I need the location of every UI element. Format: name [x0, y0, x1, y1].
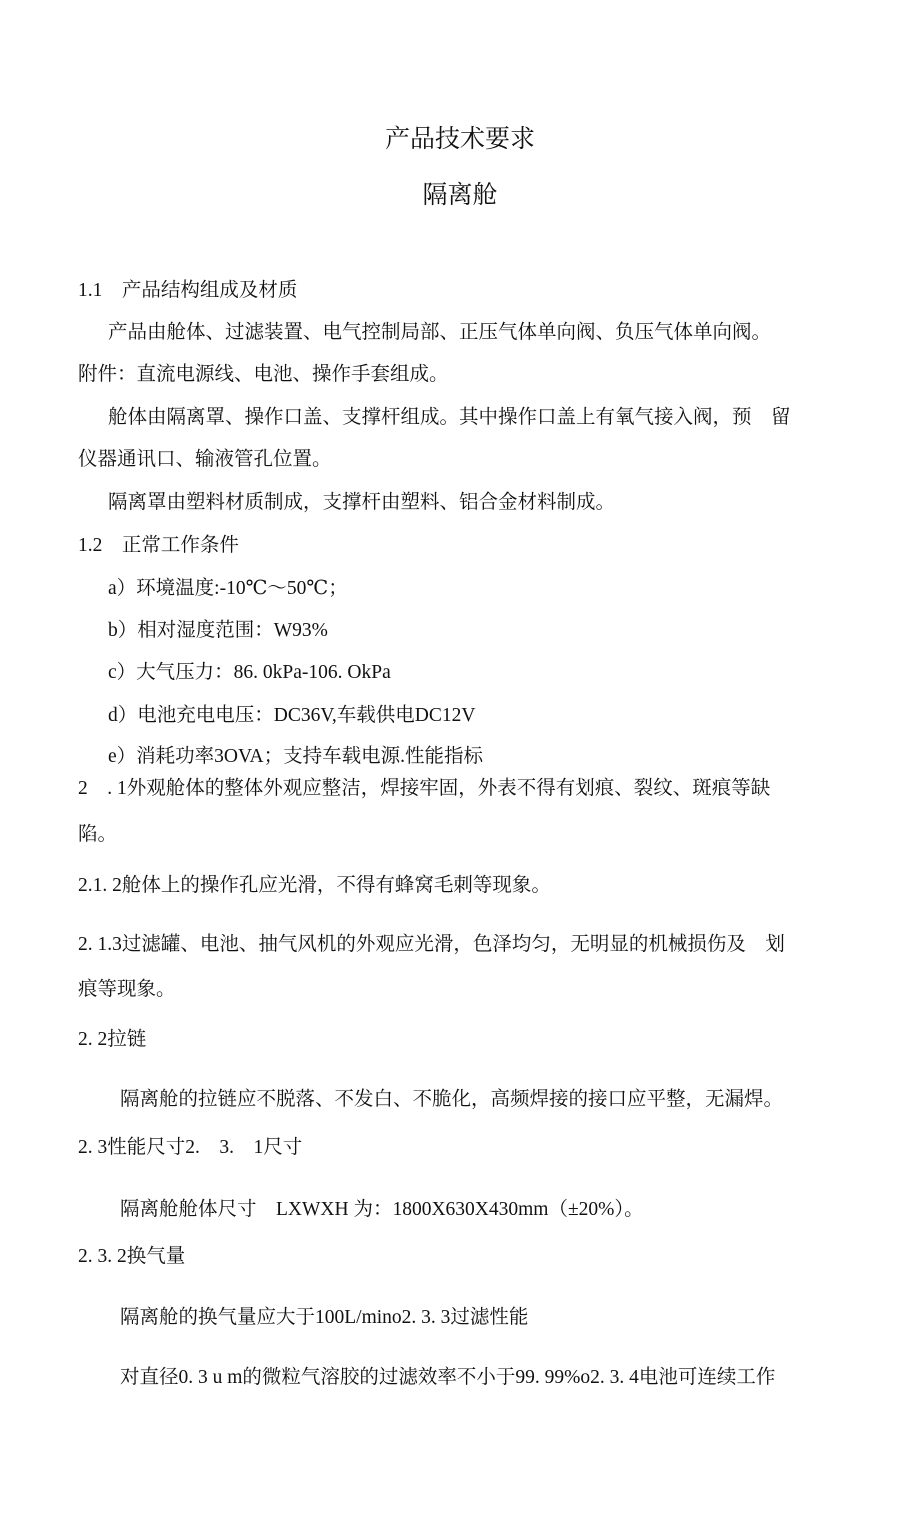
- paragraph-line: 对直径0. 3 u m的微粒气溶胶的过滤效率不小于99. 99%o2. 3. 4电池可连续工作: [120, 1367, 776, 1388]
- section-heading: 1.2 正常工作条件: [78, 535, 239, 556]
- section-heading: 1.1 产品结构组成及材质: [78, 280, 298, 301]
- document-subtitle: 隔离舱: [422, 182, 498, 209]
- section-heading: 2. 2拉链: [78, 1029, 147, 1050]
- document-title: 产品技术要求: [384, 126, 535, 153]
- list-item: a）环境温度:-10℃〜50℃；: [108, 578, 348, 599]
- list-item: c）大气压力：86. 0kPa-106. OkPa: [108, 662, 391, 683]
- paragraph-line: 痕等现象。: [78, 979, 176, 1000]
- paragraph-line: 隔离舱的换气量应大于100L/mino2. 3. 3过滤性能: [120, 1307, 529, 1328]
- paragraph-line: 2.1. 2舱体上的操作孔应光滑，不得有蜂窝毛刺等现象。: [78, 875, 551, 896]
- paragraph-line: 陷。: [78, 824, 118, 845]
- paragraph-line: 舱体由隔离罩、操作口盖、支撑杆组成。其中操作口盖上有氧气接入阀，预 留: [108, 407, 791, 428]
- paragraph-line: 2 . 1外观舱体的整体外观应整洁，焊接牢固，外表不得有划痕、裂纹、斑痕等缺: [78, 778, 771, 799]
- paragraph-line: 仪器通讯口、输液管孔位置。: [78, 449, 332, 470]
- paragraph-line: 附件：直流电源线、电池、操作手套组成。: [78, 364, 449, 385]
- section-heading: 2. 3性能尺寸2. 3. 1尺寸: [78, 1137, 303, 1158]
- list-item: b）相对湿度范围：W93%: [108, 620, 328, 641]
- paragraph-line: 产品由舱体、过滤装置、电气控制局部、正压气体单向阀、负压气体单向阀。: [108, 322, 772, 343]
- section-heading: 2. 3. 2换气量: [78, 1246, 186, 1267]
- paragraph-line: 隔离舱舱体尺寸 LXWXH 为：1800X630X430mm（±20%）。: [120, 1199, 644, 1220]
- list-item: d）电池充电电压：DC36V,车载供电DC12V: [108, 705, 476, 726]
- list-item: e）消耗功率3OVA；支持车载电源.性能指标: [108, 746, 484, 767]
- paragraph-line: 2. 1.3过滤罐、电池、抽气风机的外观应光滑，色泽均匀，无明显的机械损伤及 划: [78, 934, 785, 955]
- paragraph-line: 隔离舱的拉链应不脱落、不发白、不脆化，高频焊接的接口应平整，无漏焊。: [120, 1089, 784, 1110]
- paragraph-line: 隔离罩由塑料材质制成，支撑杆由塑料、铝合金材料制成。: [108, 492, 616, 513]
